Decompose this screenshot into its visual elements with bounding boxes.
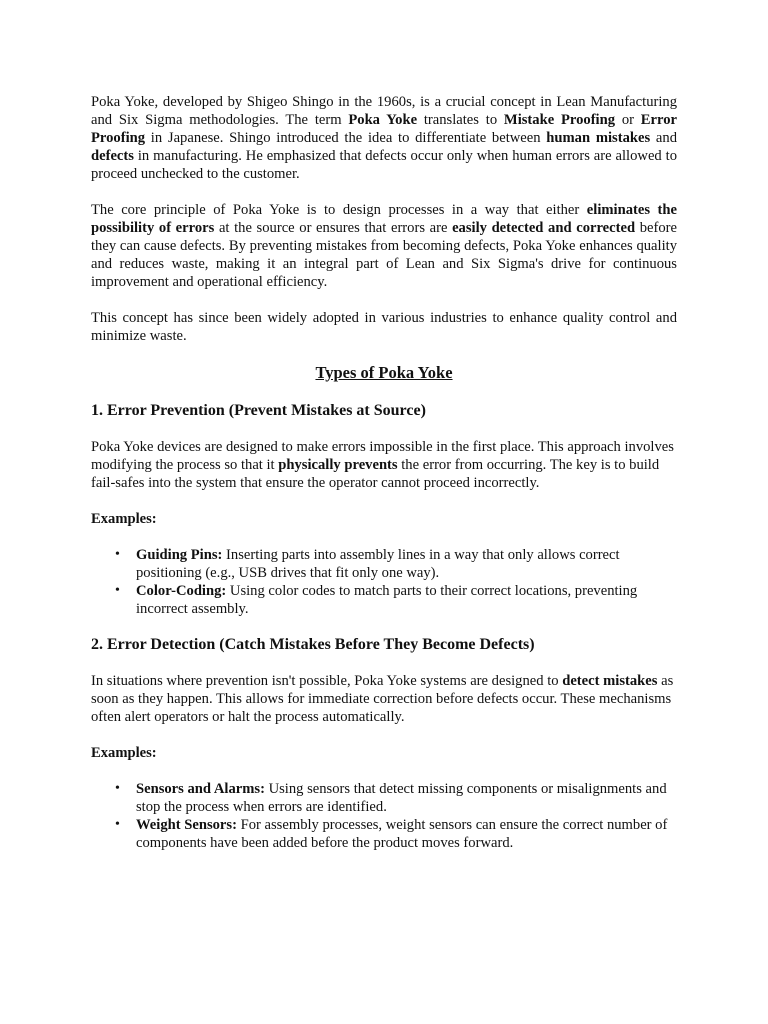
bold-text-run: easily detected and corrected: [452, 220, 636, 236]
text-run: at the source or ensures that errors are: [214, 220, 453, 236]
list-item-term: Guiding Pins:: [136, 547, 223, 563]
text-run: before they can cause defects. By preventing mistakes from becoming defects, Poka Yoke enhances quality and reduces waste, making it an integral part of Lean and Six Sigma's drive for continuous improvement and operational efficiency.: [91, 220, 677, 290]
text-run: The core principle of Poka Yoke is to design processes in a way that either: [91, 202, 587, 218]
text-run: in manufacturing. He emphasized that defects occur only when human errors are allowed to proceed unchecked to the customer.: [91, 148, 677, 182]
bullet-icon: •: [115, 781, 120, 796]
text-run: as soon as they happen. This allows for immediate correction before defects occur. These mechanisms often alert operators or halt the process automatically.: [91, 673, 674, 725]
bold-text-run: physically prevents: [278, 457, 398, 473]
section-heading-error-detection: 2. Error Detection (Catch Mistakes Before They Become Defects): [91, 636, 535, 653]
intro-paragraph-3: This concept has since been widely adopted in various industries to enhance quality control and minimize waste.: [91, 310, 677, 344]
text-run: in Japanese. Shingo introduced the idea to differentiate between: [145, 130, 547, 146]
bold-text-run: Mistake Proofing: [503, 112, 616, 128]
list-item-term: Weight Sensors:: [136, 817, 237, 833]
list-item: [115, 816, 677, 852]
list-item-term: Color-Coding:: [136, 583, 227, 599]
list-item-term: Sensors and Alarms:: [136, 781, 265, 797]
list-item-description: Inserting parts into assembly lines in a way that only allows correct positioning (e.g., USB drives that fit only one way).: [136, 547, 620, 581]
examples-label: Examples:: [91, 511, 157, 527]
examples-list-error-prevention: [91, 546, 677, 618]
text-run: or: [615, 112, 641, 128]
section-title: Types of Poka Yoke: [315, 363, 453, 382]
list-item-description: For assembly processes, weight sensors can ensure the correct number of components have been added before the product moves forward.: [136, 817, 668, 851]
section-heading-error-prevention: 1. Error Prevention (Prevent Mistakes at Source): [91, 402, 426, 419]
examples-list-error-detection: [91, 780, 677, 852]
bold-text-run: detect mistakes: [562, 673, 658, 689]
text-run: and: [650, 130, 677, 146]
text-run: translates to: [417, 112, 504, 128]
bullet-icon: •: [115, 547, 120, 562]
bold-text-run: eliminates the possibility of errors: [91, 202, 677, 236]
section-body-error-detection: [91, 672, 677, 726]
list-item: [115, 546, 677, 582]
bold-text-run: Poka Yoke: [348, 112, 418, 128]
bold-text-run: human mistakes: [546, 130, 651, 146]
bullet-icon: •: [115, 583, 120, 598]
bold-text-run: Error Proofing: [91, 112, 677, 146]
examples-label: Examples:: [91, 745, 157, 761]
list-item-description: Using color codes to match parts to their correct locations, preventing incorrect assembly.: [136, 583, 638, 617]
text-run: Poka Yoke, developed by Shigeo Shingo in the 1960s, is a crucial concept in Lean Manufacturing and Six Sigma methodologies. The term: [91, 94, 677, 128]
text-run: Poka Yoke devices are designed to make errors impossible in the first place. This approach involves modifying the process so that it: [91, 439, 674, 473]
intro-paragraph-2: [91, 201, 677, 291]
intro-paragraph-1: [91, 93, 677, 183]
list-item: [115, 582, 677, 618]
text-run: the error from occurring. The key is to build fail-safes into the system that ensure the operator cannot proceed incorrectly.: [91, 457, 660, 491]
list-item-description: Using sensors that detect missing components or misalignments and stop the process when errors are identified.: [136, 781, 667, 815]
bullet-icon: •: [115, 817, 120, 832]
section-body-error-prevention: [91, 438, 677, 492]
text-run: In situations where prevention isn't possible, Poka Yoke systems are designed to: [91, 673, 563, 689]
bold-text-run: defects: [91, 148, 134, 164]
list-item: [115, 780, 677, 816]
